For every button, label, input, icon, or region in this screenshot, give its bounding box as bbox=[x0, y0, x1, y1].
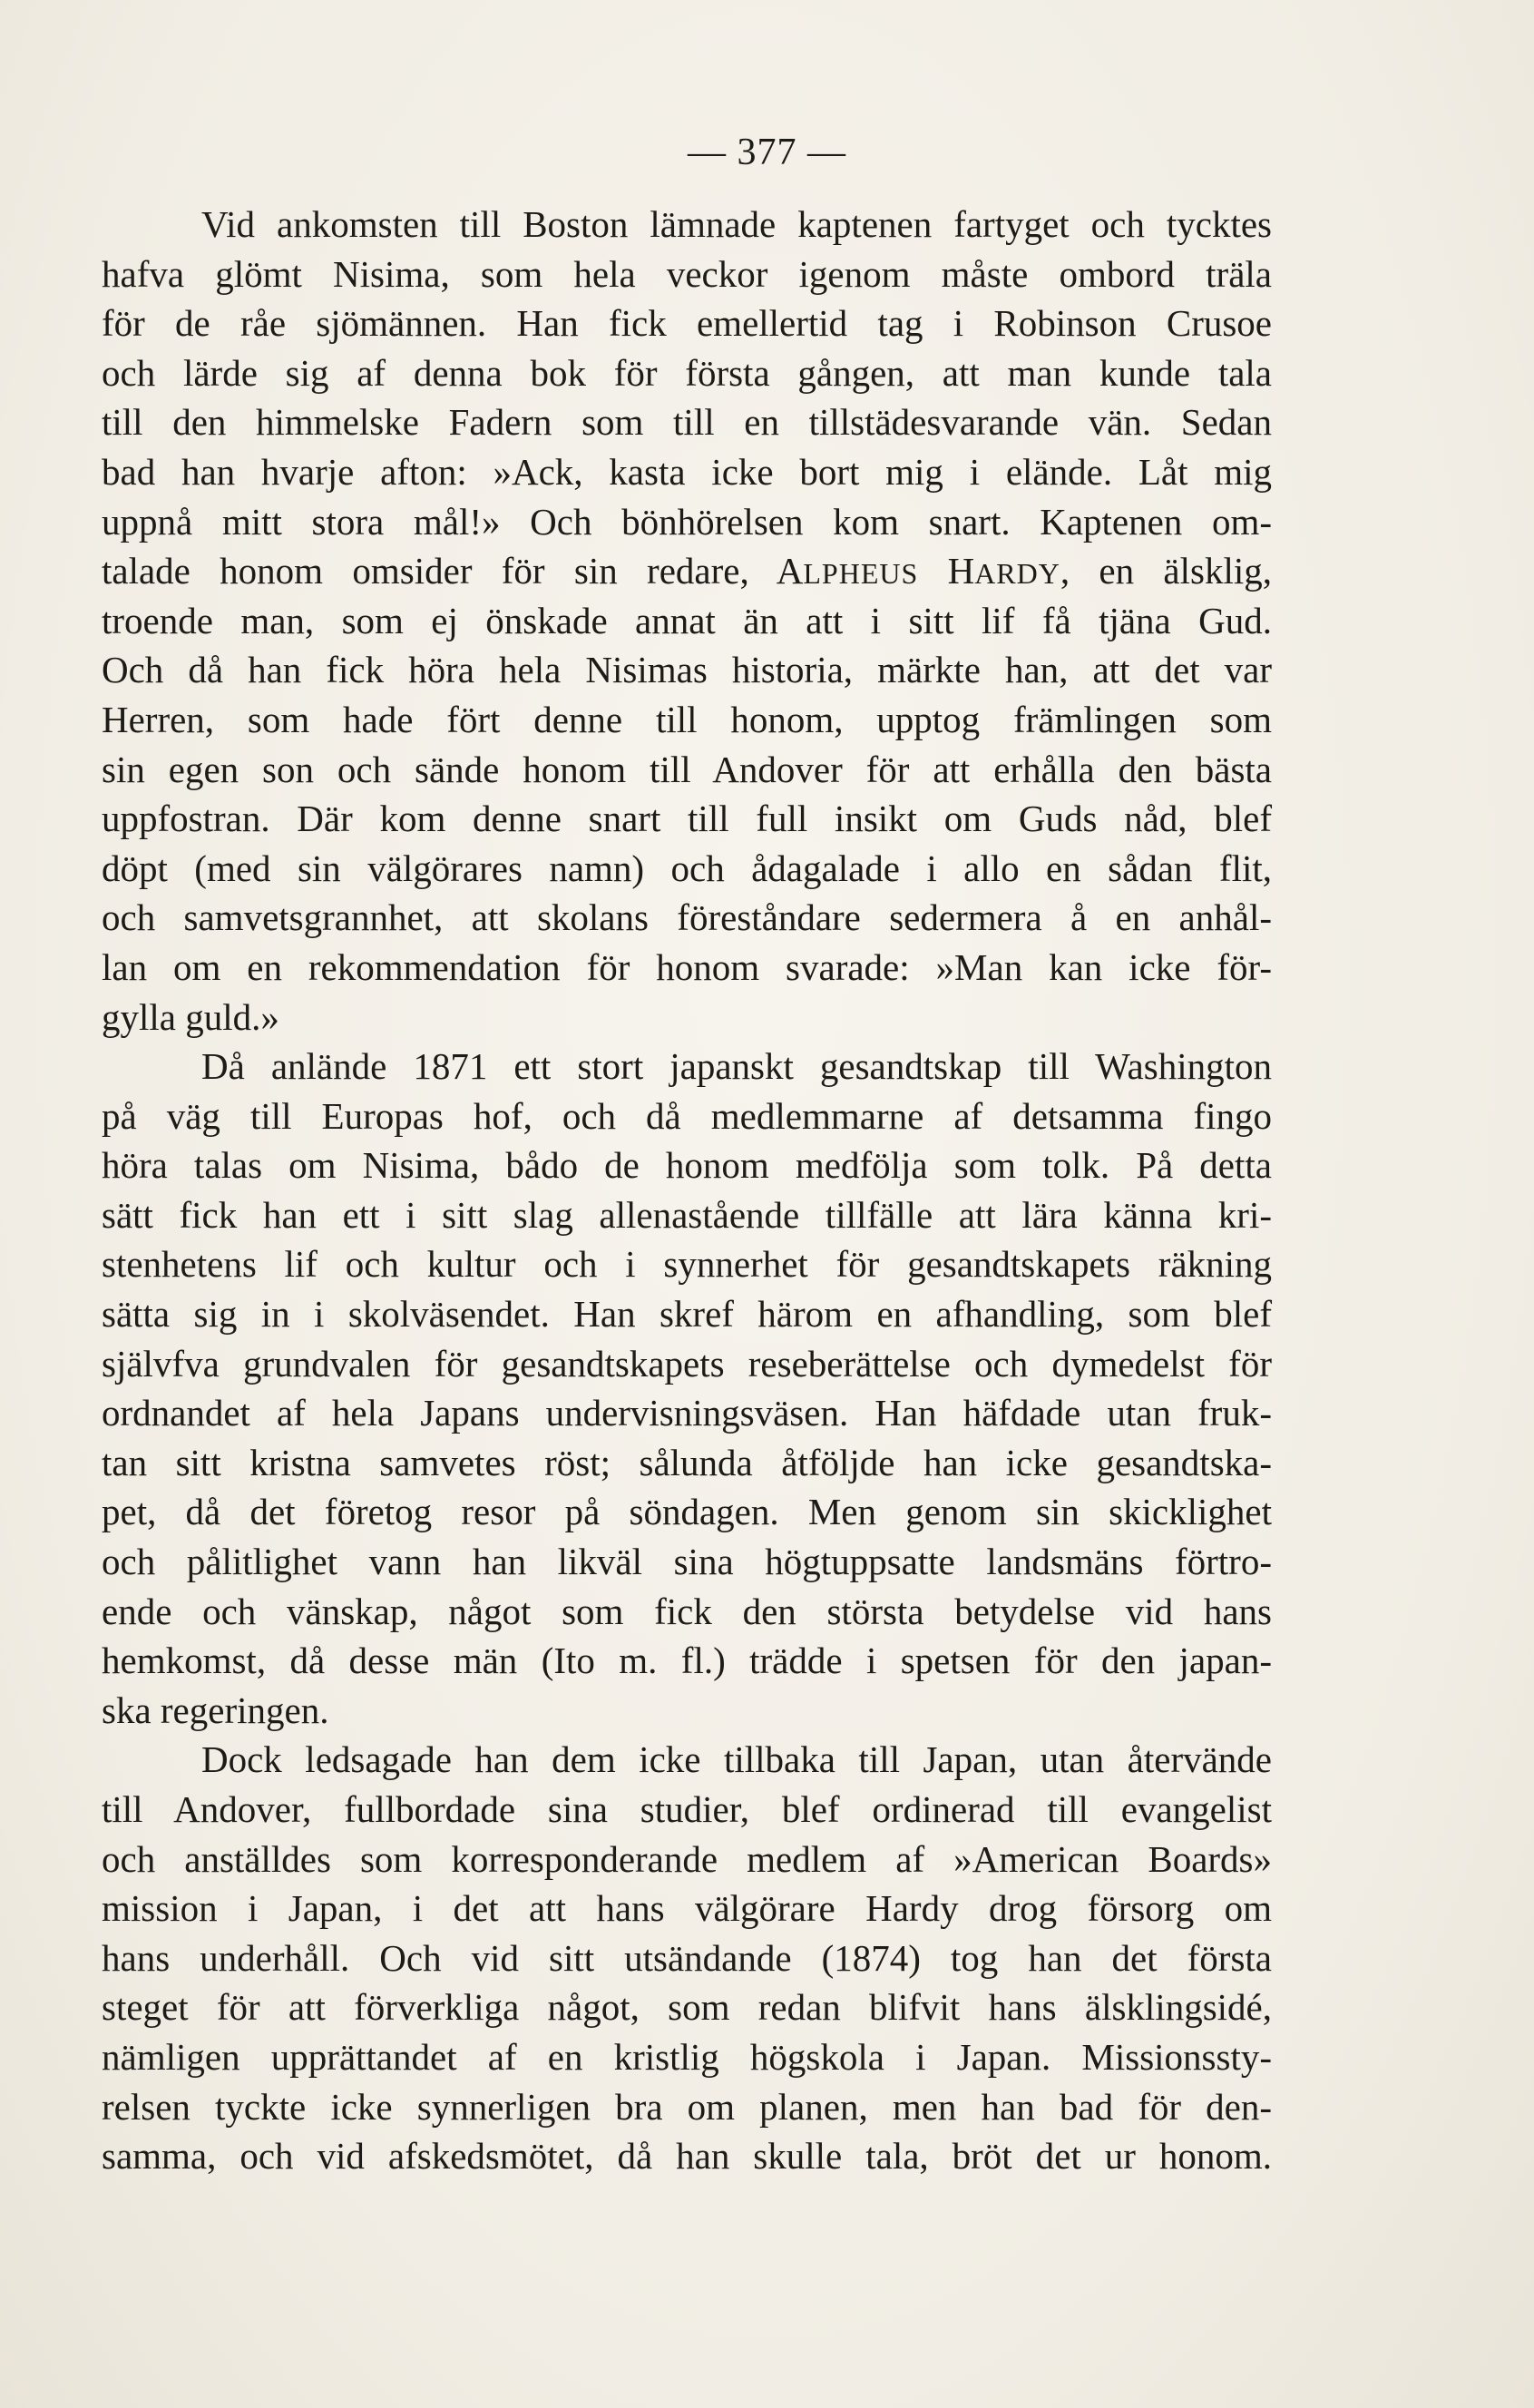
text-line: ska regeringen. bbox=[102, 1689, 329, 1731]
text-line: Herren, som hade fört denne till honom, upptog främlingen som bbox=[102, 698, 1272, 740]
text-line: relsen tyckte icke synnerligen bra om planen, men han bad för den- bbox=[102, 2085, 1272, 2128]
text-line: för de råe sjömännen. Han fick emellertid tag i Robinson Crusoe bbox=[102, 302, 1272, 345]
text-line: gylla guld.» bbox=[102, 995, 279, 1038]
text-line: bad han hvarje afton: »Ack, kasta icke bort mig i elände. Låt mig bbox=[102, 450, 1272, 493]
text-line: Då anlände 1871 ett stort japanskt gesandtskap till Washington bbox=[201, 1045, 1272, 1088]
text-line: till Andover, fullbordade sina studier, blef ordinerad till evangelist bbox=[102, 1788, 1272, 1830]
text-line: och pålitlighet vann han likväl sina högtuppsatte landsmäns förtro- bbox=[102, 1541, 1272, 1583]
text-line: nämligen upprättandet af en kristlig högskola i Japan. Missionssty- bbox=[102, 2035, 1272, 2078]
text-line: hemkomst, då desse män (Ito m. fl.) trädde i spetsen för den japan- bbox=[102, 1640, 1272, 1682]
page-number: — 377 — bbox=[688, 132, 846, 173]
text-line: troende man, som ej önskade annat än att i sitt lif få tjäna Gud. bbox=[102, 599, 1272, 641]
text-line: till den himmelske Fadern som till en tillstädesvarande vän. Sedan bbox=[102, 401, 1272, 444]
text-line: Och då han fick höra hela Nisimas historia, märkte han, att det var bbox=[102, 649, 1272, 691]
text-line: steget för att förverkliga något, som redan blifvit hans älsklingsidé, bbox=[102, 1986, 1272, 2029]
text-line: och lärde sig af denna bok för första gången, att man kunde tala bbox=[102, 351, 1272, 394]
text-line: Vid ankomsten till Boston lämnade kaptenen fartyget och tycktes bbox=[201, 203, 1272, 245]
line-text-after: , en älsklig, bbox=[1060, 550, 1272, 592]
text-line: stenhetens lif och kultur och i synnerhet för gesandtskapets räkning bbox=[102, 1243, 1272, 1286]
text-line: döpt (med sin välgörares namn) och ådagalade i allo en sådan flit, bbox=[102, 847, 1272, 889]
text-line: och samvetsgrannhet, att skolans föreståndare sedermera å en anhål- bbox=[102, 896, 1272, 939]
text-line: sätt fick han ett i sitt slag allenastående tillfälle att lära känna kri- bbox=[102, 1193, 1272, 1236]
line-text-before: talade honom omsider för sin redare, bbox=[102, 550, 777, 592]
text-line bbox=[102, 546, 1272, 596]
text-line: samma, och vid afskedsmötet, då han skulle tala, bröt det ur honom. bbox=[102, 2135, 1272, 2178]
text-line: hafva glömt Nisima, som hela veckor igenom måste ombord träla bbox=[102, 252, 1272, 295]
text-line: pet, då det företog resor på söndagen. Men genom sin skicklighet bbox=[102, 1491, 1272, 1533]
paragraph bbox=[102, 200, 1272, 1042]
text-line: lan om en rekommendation för honom svarade: »Man kan icke för- bbox=[102, 945, 1272, 988]
body-text bbox=[102, 200, 1272, 2181]
text-line: självfva grundvalen för gesandtskapets reseberättelse och dymedelst för bbox=[102, 1342, 1272, 1385]
text-line: på väg till Europas hof, och då medlemmarne af detsamma fingo bbox=[102, 1094, 1272, 1137]
text-line: hans underhåll. Och vid sitt utsändande (1874) tog han det första bbox=[102, 1936, 1272, 1979]
text-line: tan sitt kristna samvetes röst; sålunda åtföljde han icke gesandtska- bbox=[102, 1441, 1272, 1483]
text-line: sätta sig in i skolväsendet. Han skref härom en afhandling, som blef bbox=[102, 1293, 1272, 1336]
person-name-last: HARDY bbox=[947, 550, 1060, 592]
paragraph bbox=[102, 1042, 1272, 1735]
text-line: höra talas om Nisima, bådo de honom medfölja som tolk. På detta bbox=[102, 1144, 1272, 1187]
text-line: uppfostran. Där kom denne snart till full insikt om Guds nåd, blef bbox=[102, 798, 1272, 840]
text-line: uppnå mitt stora mål!» Och bönhörelsen kom snart. Kaptenen om- bbox=[102, 500, 1272, 543]
text-line: ende och vänskap, något som fick den största betydelse vid hans bbox=[102, 1590, 1272, 1632]
text-line: ordnandet af hela Japans undervisningsväsen. Han häfdade utan fruk- bbox=[102, 1392, 1272, 1434]
paragraph bbox=[102, 1735, 1272, 2180]
text-line: mission i Japan, i det att hans välgörare Hardy drog försorg om bbox=[102, 1887, 1272, 1930]
text-line: sin egen son och sände honom till Andover för att erhålla den bästa bbox=[102, 748, 1272, 790]
text-line: och anställdes som korresponderande medlem af »American Boards» bbox=[102, 1837, 1272, 1880]
person-name-first: ALPHEUS bbox=[776, 550, 919, 592]
text-line: Dock ledsagade han dem icke tillbaka till Japan, utan återvände bbox=[201, 1738, 1272, 1781]
